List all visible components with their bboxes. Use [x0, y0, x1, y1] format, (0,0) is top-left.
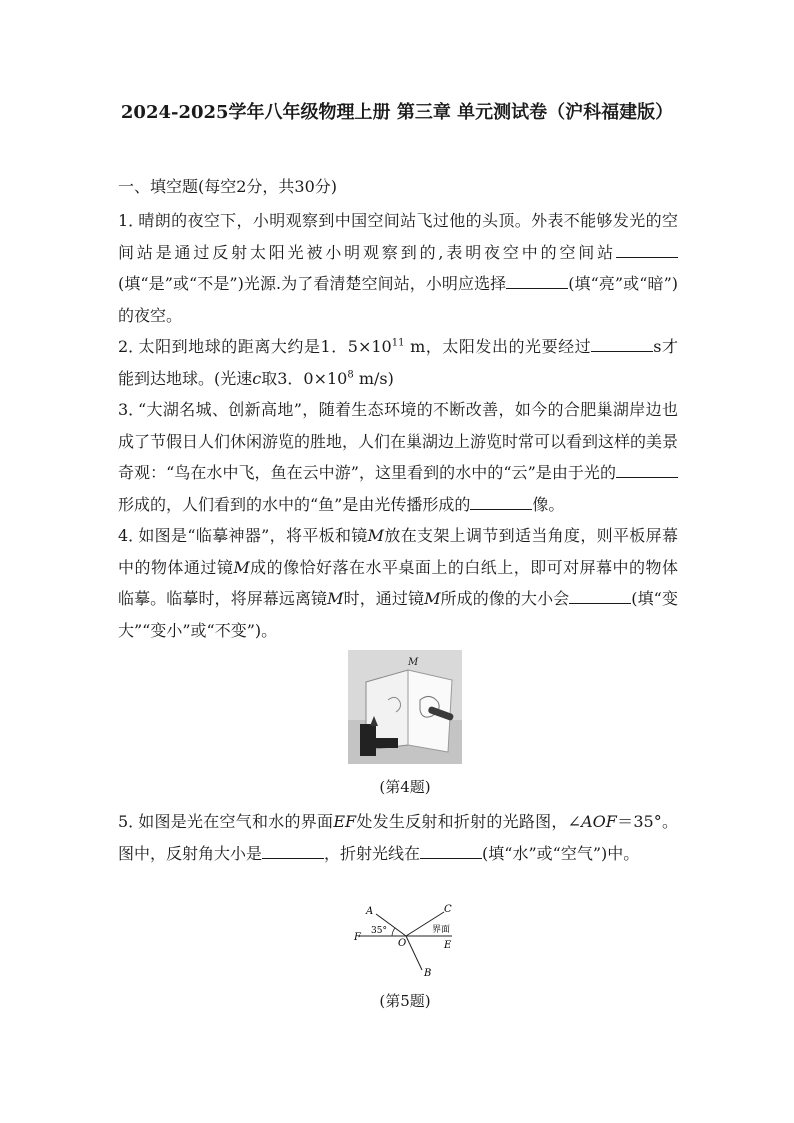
light-path-diagram [348, 900, 460, 980]
question-text: 处发生反射和折射的光路图，∠ [356, 812, 582, 831]
answer-blank[interactable] [616, 243, 678, 258]
variable: EF [333, 812, 357, 831]
answer-blank[interactable] [616, 463, 678, 478]
variable: AOF [581, 812, 617, 831]
answer-blank[interactable] [506, 274, 568, 289]
label-a: A [366, 906, 374, 917]
label-c: C [444, 904, 452, 915]
question-text: (填“亮”或“暗”)的夜空。 [118, 274, 678, 325]
question-text: 太阳到地球的距离大约是1．5×10 [138, 337, 392, 356]
page-title: 2024-2025学年八年级物理上册 第三章 单元测试卷（沪科福建版） [120, 102, 674, 123]
question-1 [118, 205, 678, 331]
question-text: (填“是”或“不是”)光源.为了看清楚空间站，小明应选择 [118, 274, 507, 293]
mirror-label: M [408, 657, 419, 668]
answer-blank[interactable] [262, 844, 324, 859]
ray-ob [406, 936, 422, 970]
variable: M [233, 557, 250, 577]
question-text: 像。 [532, 494, 565, 514]
question-number: 5． [118, 812, 145, 831]
figure-4-caption: (第4题) [379, 778, 431, 796]
question-text: ，折射光线在 [324, 843, 421, 863]
answer-blank[interactable] [591, 337, 653, 352]
answer-blank[interactable] [569, 589, 631, 604]
question-4 [118, 520, 678, 646]
question-number: 2． [118, 337, 145, 356]
question-text: 如图是“临摹神器”，将平板和镜 [138, 526, 368, 545]
label-f: F [354, 932, 361, 943]
variable: M [327, 589, 344, 608]
section-heading: 一、填空题(每空2分，共30分) [118, 177, 338, 196]
figure-5-caption: (第5题) [379, 992, 431, 1010]
question-2 [118, 331, 678, 394]
question-text: 取3．0×10 [261, 368, 348, 388]
label-b: B [424, 968, 432, 979]
question-text: s才能到达地球。(光速 [118, 337, 678, 388]
question-number: 1． [118, 211, 145, 230]
tracing-device-illustration [348, 650, 462, 764]
question-number: 4． [118, 526, 145, 545]
question-text: 如图是光在空气和水的界面 [138, 812, 334, 831]
question-number: 3． [118, 400, 145, 419]
variable: M [424, 589, 441, 608]
label-o: O [398, 938, 407, 949]
question-text: 晴朗的夜空下，小明观察到中国空间站飞过他的头顶。外表不能够发光的空间站是通过反射太阳光被小明观察到的,表明夜空中的空间站 [118, 211, 678, 262]
question-text: ＝35°。图中，反射角大小是 [118, 812, 678, 863]
variable: c [252, 368, 262, 388]
angle-arc [392, 928, 395, 936]
answer-blank[interactable] [420, 844, 482, 859]
exponent: 8 [347, 369, 354, 381]
question-text: 放在支架上调节到适当角度，则平板屏幕中的物体通过镜 [118, 526, 678, 577]
question-text: m，太阳发出的光要经过 [404, 337, 592, 356]
question-text: “大湖名城、创新高地”，随着生态环境的不断改善，如今的合肥巢湖岸边也成了节假日人们休闲游览的胜地，人们在巢湖边上游览时常可以看到这样的美景奇观：“鸟在水中飞，鱼在云中游”，这里看到的水中的“云”是由于光的 [118, 400, 679, 482]
question-3 [118, 394, 678, 520]
variable: M [367, 526, 385, 545]
question-text: 形成的，人们看到的水中的“鱼”是由光传播形成的 [118, 494, 471, 514]
answer-blank[interactable] [470, 495, 532, 510]
label-e: E [444, 940, 452, 951]
question-text: 成的像恰好落在水平桌面上的白纸上，即可对屏幕中的物体临摹。临摹时，将屏幕远离镜 [118, 557, 678, 608]
label-interface: 界面 [432, 925, 451, 935]
angle-label: 35° [371, 926, 387, 936]
question-text: 所成的像的大小会 [440, 589, 570, 608]
question-text: (填“变大”“变小”或“不变”)。 [118, 589, 678, 640]
question-5 [118, 806, 678, 869]
question-text: (填“水”或“空气”)中。 [482, 843, 640, 863]
question-text: m/s) [353, 368, 394, 388]
exponent: 11 [391, 337, 405, 349]
question-text: 时，通过镜 [343, 589, 425, 608]
figure-4-image [348, 650, 462, 764]
